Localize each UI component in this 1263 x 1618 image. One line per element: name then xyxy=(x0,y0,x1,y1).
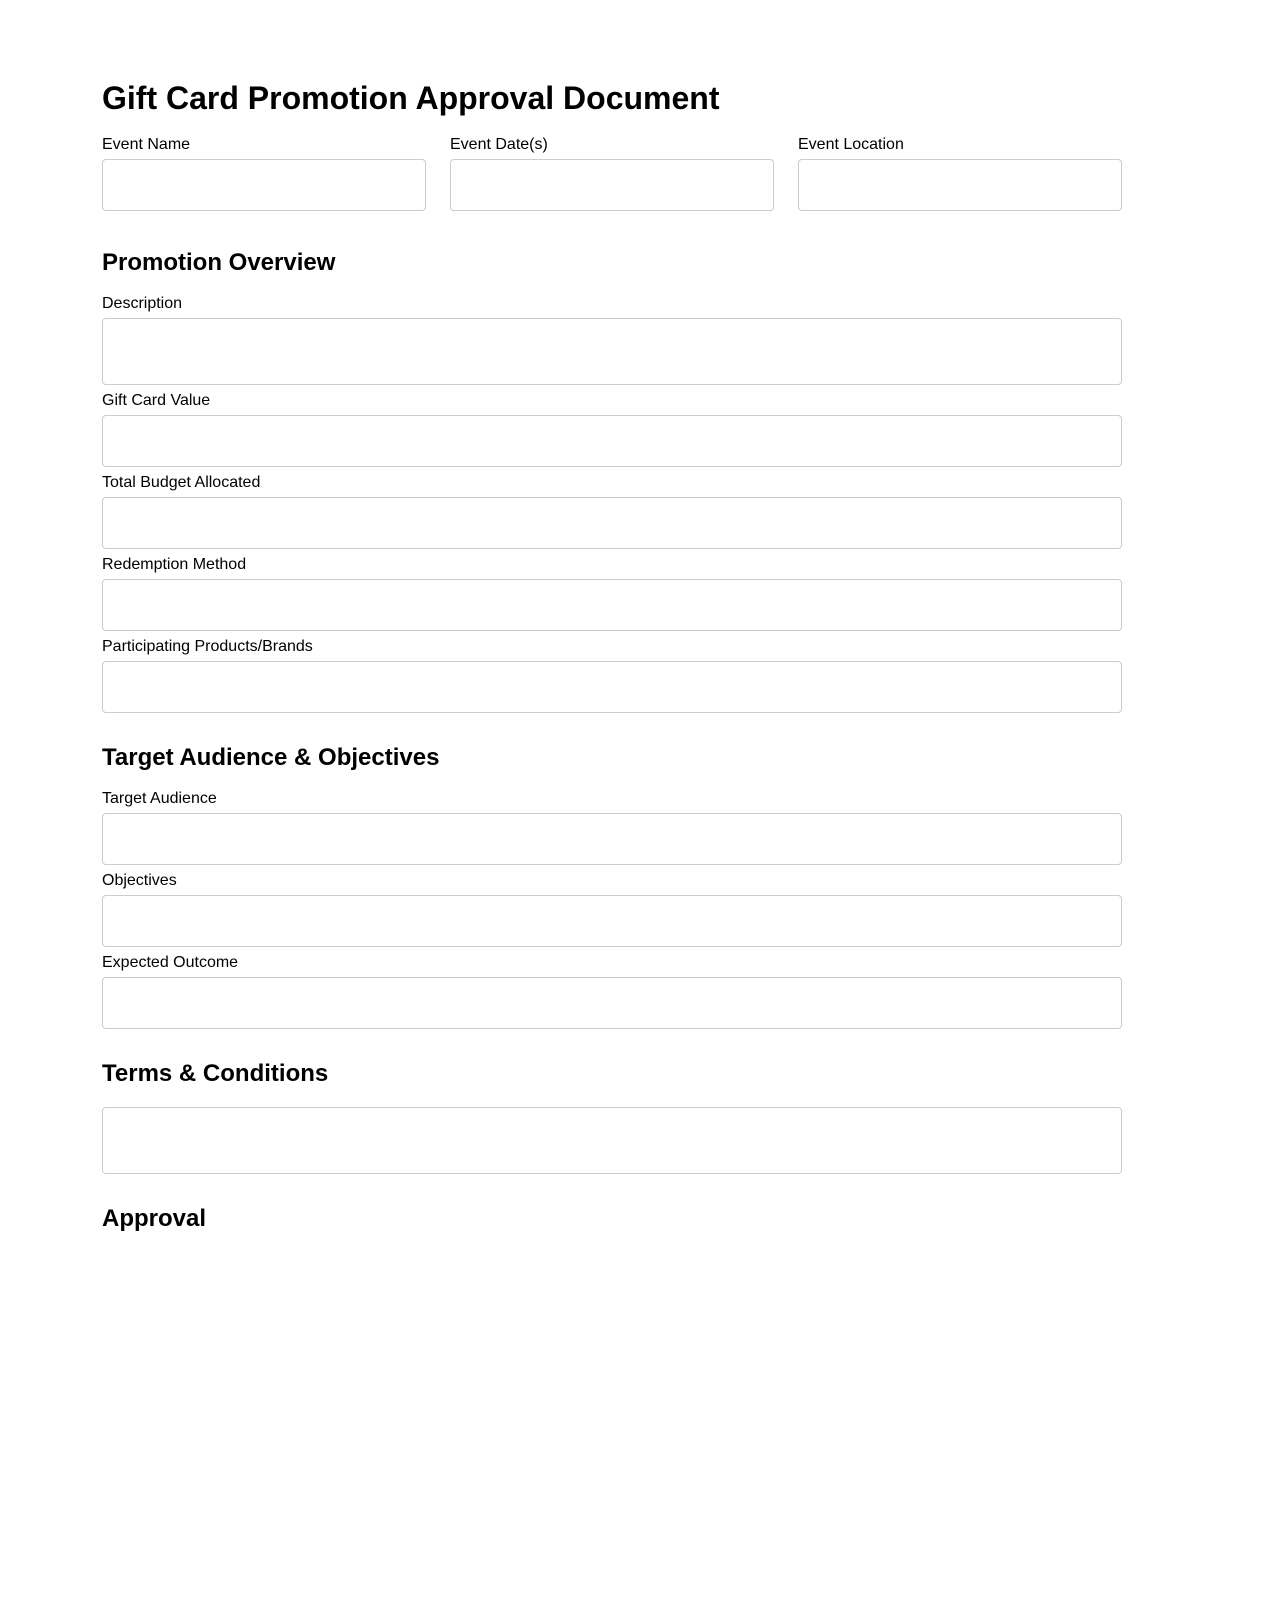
gift-card-value-input[interactable] xyxy=(102,415,1122,467)
event-info-row xyxy=(102,136,1122,211)
redemption-method-input[interactable] xyxy=(102,579,1122,631)
expected-outcome-input[interactable] xyxy=(102,977,1122,1029)
target-audience-heading: Target Audience & Objectives xyxy=(102,744,440,771)
target-audience-label: Target Audience xyxy=(102,790,217,807)
expected-outcome-label: Expected Outcome xyxy=(102,954,239,971)
target-audience-input[interactable] xyxy=(102,813,1122,865)
total-budget-label: Total Budget Allocated xyxy=(102,474,261,491)
description-textarea[interactable] xyxy=(102,318,1122,385)
page-title: Gift Card Promotion Approval Document xyxy=(102,80,720,116)
gift-card-value-label: Gift Card Value xyxy=(102,392,211,409)
event-dates-input[interactable] xyxy=(450,159,774,211)
participating-products-label: Participating Products/Brands xyxy=(102,638,313,655)
participating-products-input[interactable] xyxy=(102,661,1122,713)
event-name-label: Event Name xyxy=(102,136,191,153)
objectives-label: Objectives xyxy=(102,872,177,889)
promotion-overview-heading: Promotion Overview xyxy=(102,249,336,276)
event-location-input[interactable] xyxy=(798,159,1122,211)
objectives-input[interactable] xyxy=(102,895,1122,947)
approval-heading: Approval xyxy=(102,1205,207,1232)
event-location-label: Event Location xyxy=(798,136,904,153)
event-dates-label: Event Date(s) xyxy=(450,136,548,153)
terms-textarea[interactable] xyxy=(102,1107,1122,1174)
document xyxy=(102,79,1122,1233)
terms-heading: Terms & Conditions xyxy=(102,1060,329,1087)
total-budget-input[interactable] xyxy=(102,497,1122,549)
redemption-method-label: Redemption Method xyxy=(102,556,247,573)
description-label: Description xyxy=(102,295,183,312)
event-name-input[interactable] xyxy=(102,159,426,211)
